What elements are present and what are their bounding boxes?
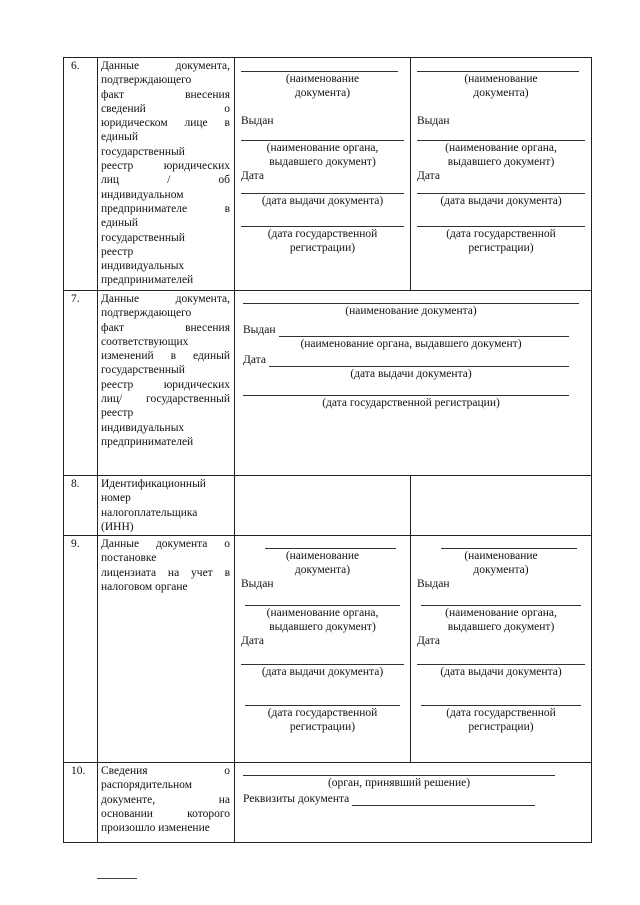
row-description: Сведения о распорядительном документе, на основании которого произошло изменение xyxy=(98,763,235,843)
table-row-9 xyxy=(64,536,592,763)
table-row-8 xyxy=(64,476,592,536)
document-details-merged: (наименование документа) Выдан (наименование органа, выдавшего документ) Дата (дата выдачи документа) (дата государственной регистрации) xyxy=(235,291,592,476)
license-data-table xyxy=(63,57,592,843)
row-number: 8. xyxy=(64,476,98,536)
footnote-line xyxy=(97,878,137,879)
row-number: 10. xyxy=(64,763,98,843)
row-number: 7. xyxy=(64,291,98,476)
row-number: 9. xyxy=(64,536,98,763)
inn-cell-1 xyxy=(235,476,411,536)
table-row-10 xyxy=(64,763,592,843)
row-description: Данные документа, подтверждающего факт внесения сведений о юридическом лице в единый государственный реестр юридических лиц / об индивидуальном предпринимателе в единый государственный реестр индивидуальных предпринимателей xyxy=(98,58,235,291)
table-row-7 xyxy=(64,291,592,476)
row-description: Данные документа о постановке лицензиата на учет в налоговом органе xyxy=(98,536,235,763)
row-description: Идентификационный номер налогоплательщика (ИНН) xyxy=(98,476,235,536)
inn-cell-2 xyxy=(411,476,592,536)
row-description: Данные документа, подтверждающего факт внесения соответствующих изменений в единый государственный реестр юридических лиц/ государственный реестр индивидуальных предпринимателей xyxy=(98,291,235,476)
document-column-2: (наименование документа) Выдан (наименование органа, выдавшего документ) Дата (дата выдачи документа) (дата государственной регистрации) xyxy=(411,58,592,291)
row-number: 6. xyxy=(64,58,98,291)
tax-document-column-1: (наименование документа) Выдан (наименование органа, выдавшего документ) Дата (дата выдачи документа) (дата государственной регистрации) xyxy=(235,536,411,763)
order-document-details: (орган, принявший решение) Реквизиты документа xyxy=(235,763,592,843)
tax-document-column-2: (наименование документа) Выдан (наименование органа, выдавшего документ) Дата (дата выдачи документа) (дата государственной регистрации) xyxy=(411,536,592,763)
table-row-6 xyxy=(64,58,592,291)
document-column-1: (наименование документа) Выдан (наименование органа, выдавшего документ) Дата (дата выдачи документа) (дата государственной регистрации) xyxy=(235,58,411,291)
